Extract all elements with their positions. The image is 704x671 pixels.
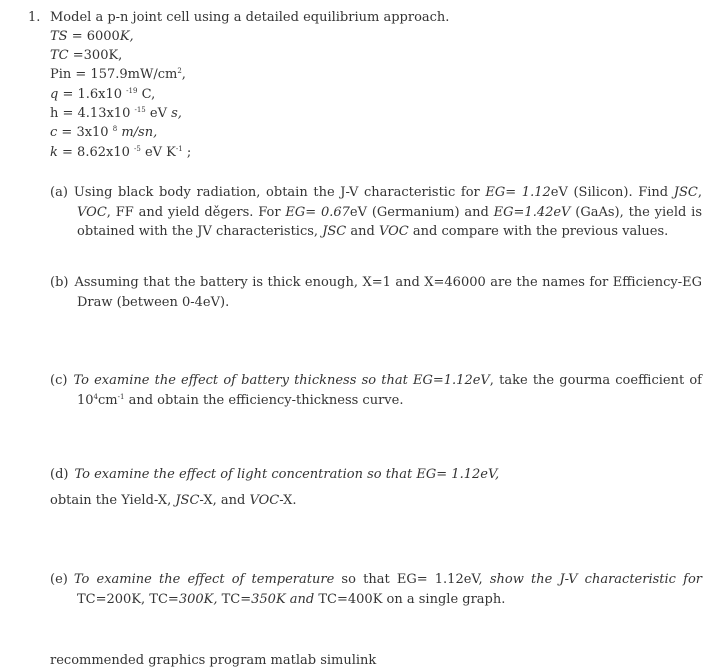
part-b: (b) Assuming that the battery is thick enough, X=1 and X=46000 are the names for Efficiency-EG Draw (between 0-4eV). [50,275,702,310]
param-k: k = 8.62x10 $^{-5}$ eV $K^{-1}$ ; [50,145,192,160]
part-d-line2: obtain the Yield-X, JSC-X, and VOC-X. [50,493,297,508]
question-title: Model a p-n joint cell using a detailed equilibrium approach. [50,10,450,25]
part-d-line1: (d) To examine the effect of light concentration so that EG= 1.12eV, [50,467,500,482]
param-q: q = 1.6x10 $^{-19}$ C, [50,87,156,102]
param-pin: Pin = $157.9mW/cm^2$, [50,67,186,82]
param-h: h = 4.13x10 $^{-15}$ eV s, [50,106,182,121]
param-ts: TS = 6000K, [50,29,134,44]
param-tc: TC =300K, [50,48,123,63]
footer-note: recommended graphics program matlab simulink [50,653,377,668]
part-e: (e) To examine the effect of temperature so that EG= 1.12eV, show the J-V characteristic for TC=200K, TC=300K, TC=350K and TC=400K on a single graph. [50,572,702,607]
question-number: 1. [28,10,41,25]
part-c: (c) To examine the effect of battery thickness so that EG=1.12eV, take the gourma coefficient of $10^4cm^{-1}$ and obtain the efficiency-thickness curve. [50,373,702,408]
param-c: c = 3x10 $^8$ m/sn, [50,125,158,140]
part-a: (a) Using black body radiation, obtain the J-V characteristic for EG= 1.12eV (Silicon). Find JSC, VOC, FF and yield děgers. For EG= 0.67eV (Germanium) and EG=1.42eV (GaAs), the yield is obtained with the JV characteristics, JSC and VOC and compare with the previous values. [50,185,702,239]
